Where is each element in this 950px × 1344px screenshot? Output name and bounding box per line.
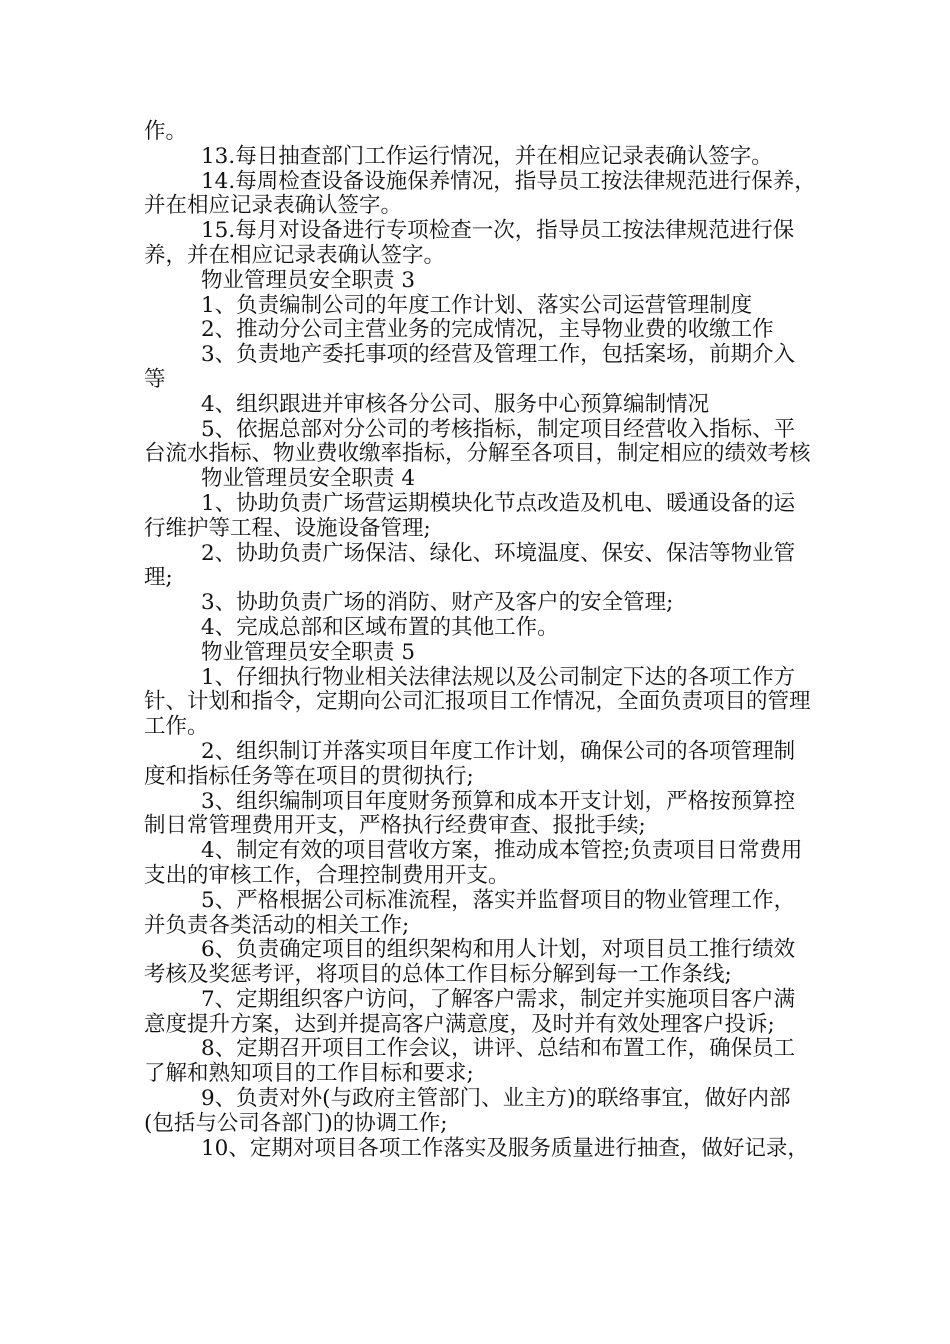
paragraph: 2、组织制订并落实项目年度工作计划，确保公司的各项管理制度和指标任务等在项目的贯彻执行;: [144, 738, 796, 789]
paragraph: 4、完成总部和区域布置的其他工作。: [201, 614, 559, 640]
paragraph: 1、仔细执行物业相关法律法规以及公司制定下达的各项工作方针、计划和指令，定期向公司汇报项目工作情况，全面负责项目的管理工作。: [144, 664, 811, 740]
paragraph: 14.每周检查设备设施保养情况，指导员工按法律规范进行保养，并在相应记录表确认签字。: [144, 168, 816, 219]
paragraph: 8、定期召开项目工作会议，讲评、总结和布置工作，确保员工了解和熟知项目的工作目标和要求;: [144, 1036, 796, 1087]
paragraph: 13.每日抽查部门工作运行情况，并在相应记录表确认签字。: [201, 143, 773, 169]
paragraph: 4、制定有效的项目营收方案，推动成本管控;负责项目日常费用支出的审核工作，合理控制费用开支。: [144, 838, 803, 888]
paragraph: 5、依据总部对分公司的考核指标，制定项目经营收入指标、平台流水指标、物业费收缴率指标，分解至各项目，制定相应的绩效考核: [144, 416, 811, 467]
paragraph: 9、负责对外(与政府主管部门、业主方)的联络事宜，做好内部(包括与公司各部门)的协调工作;: [144, 1086, 791, 1136]
section-heading: 物业管理员安全职责 4: [201, 466, 416, 492]
paragraph: 6、负责确定项目的组织架构和用人计划，对项目员工推行绩效考核及奖惩考评，将项目的总体工作目标分解到每一工作条线;: [144, 937, 796, 988]
document-body: [144, 120, 816, 1161]
paragraph: 2、推动分公司主营业务的完成情况，主导物业费的收缴工作: [201, 317, 774, 343]
paragraph: 3、组织编制项目年度财务预算和成本开支计划，严格按预算控制日常管理费用开支，严格执行经费审查、报批手续;: [144, 788, 796, 839]
paragraph: 15.每月对设备进行专项检查一次，指导员工按法律规范进行保养，并在相应记录表确认签字。: [144, 218, 795, 268]
paragraph: 3、负责地产委托事项的经营及管理工作，包括案场，前期介入等: [144, 342, 796, 392]
paragraph: 10、定期对项目各项工作落实及服务质量进行抽查，做好记录，: [201, 1135, 809, 1161]
paragraph: 3、协助负责广场的消防、财产及客户的安全管理;: [201, 590, 674, 616]
paragraph: 2、协助负责广场保洁、绿化、环境温度、保安、保洁等物业管理;: [144, 540, 796, 591]
section-heading: 物业管理员安全职责 3: [201, 267, 416, 293]
paragraph: 4、组织跟进并审核各分公司、服务中心预算编制情况: [201, 391, 710, 417]
paragraph: 1、协助负责广场营运期模块化节点改造及机电、暖通设备的运行维护等工程、设施设备管理;: [144, 490, 796, 541]
paragraph: 作。: [144, 119, 188, 144]
paragraph: 7、定期组织客户访问，了解客户需求，制定并实施项目客户满意度提升方案，达到并提高客户满意度，及时并有效处理客户投诉;: [144, 986, 796, 1037]
section-heading: 物业管理员安全职责 5: [201, 639, 416, 665]
paragraph: 5、严格根据公司标准流程，落实并监督项目的物业管理工作，并负责各类活动的相关工作;: [144, 887, 796, 938]
paragraph: 1、负责编制公司的年度工作计划、落实公司运营管理制度: [201, 292, 753, 318]
